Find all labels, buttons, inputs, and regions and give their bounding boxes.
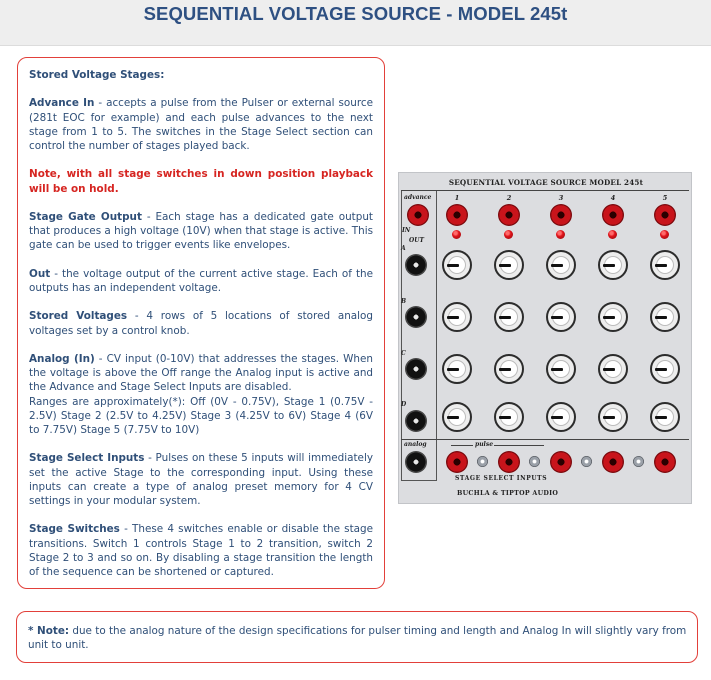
stage-select-label: STAGE SELECT INPUTS [455, 475, 548, 482]
voltage-knob-b3[interactable] [546, 302, 576, 332]
stage-select-jack-4[interactable] [602, 451, 624, 473]
out-label: OUT [409, 237, 424, 244]
stored-voltage-stages-panel [17, 57, 385, 589]
voltage-knob-a3[interactable] [546, 250, 576, 280]
voltage-knob-c1[interactable] [442, 354, 472, 384]
row-label-a: A [401, 245, 406, 252]
bottom-divider [401, 439, 689, 440]
stage-gate-jack-5[interactable] [654, 204, 676, 226]
voltage-knob-a1[interactable] [442, 250, 472, 280]
description-text [29, 68, 373, 579]
voltage-knob-b2[interactable] [494, 302, 524, 332]
pulse-rule-left [451, 445, 473, 446]
stage-led-4 [608, 230, 617, 239]
voltage-knob-d5[interactable] [650, 402, 680, 432]
out-jack-b[interactable] [405, 306, 427, 328]
stage-gate-jack-1[interactable] [446, 204, 468, 226]
stage-select-jack-5[interactable] [654, 451, 676, 473]
voltage-knob-d3[interactable] [546, 402, 576, 432]
out-jack-a[interactable] [405, 254, 427, 276]
voltage-knob-b1[interactable] [442, 302, 472, 332]
out-jack-d[interactable] [405, 410, 427, 432]
stage-select-jack-1[interactable] [446, 451, 468, 473]
stage-gate-jack-4[interactable] [602, 204, 624, 226]
out-desc: Out - the voltage output of the current active stage. Each of the outputs has an independent voltage. [29, 267, 373, 294]
stage-led-3 [556, 230, 565, 239]
module-panel-image [398, 172, 692, 504]
analog-label: analog [404, 441, 427, 448]
stage-gate-jack-2[interactable] [498, 204, 520, 226]
stage-number-4: 4 [610, 194, 616, 202]
stage-led-2 [504, 230, 513, 239]
stage-number-2: 2 [506, 194, 512, 202]
in-label: IN [402, 227, 411, 234]
voltage-knob-a4[interactable] [598, 250, 628, 280]
analog-ranges: Ranges are approximately(*): Off (0V - 0.75V), Stage 1 (0.75V - 2.5V) Stage 2 (2.5V to 4.25V) Stage 3 (4.25V to 6V) Stage 4 (6V to 7.75V) Stage 5 (7.75V to 10V) [29, 395, 373, 436]
voltage-knob-c5[interactable] [650, 354, 680, 384]
stage-switch-2[interactable] [529, 456, 540, 467]
voltage-knob-a5[interactable] [650, 250, 680, 280]
analog-desc: Analog (In) - CV input (0-10V) that addresses the stages. When the voltage is above the Off range the Analog input is active and the Advance and Stage Select Inputs are disabled. Ranges are approximately(*): Off (0V - 0.75V), Stage 1 (0.75V - 2.5V) Stage 2 (2.5V to 4.25V) Stage 3 (4.25V to 6V) Stage 4 (6V to 7.75V) Stage 5 (7.75V to 10V) [29, 352, 373, 436]
left-column-frame [401, 191, 437, 481]
voltage-knob-a2[interactable] [494, 250, 524, 280]
stage-switch-1[interactable] [477, 456, 488, 467]
footnote-body: due to the analog nature of the design specifications for pulser timing and length and Analog In will slightly vary from unit to unit. [28, 625, 687, 652]
stage-number-5: 5 [662, 194, 668, 202]
brand-label: BUCHLA & TIPTOP AUDIO [457, 490, 559, 497]
advance-label: advance [404, 194, 432, 201]
stage-gate-jack-3[interactable] [550, 204, 572, 226]
voltage-knob-c2[interactable] [494, 354, 524, 384]
voltage-knob-c4[interactable] [598, 354, 628, 384]
stage-switch-4[interactable] [633, 456, 644, 467]
stage-switch-3[interactable] [581, 456, 592, 467]
footnote-label: * Note: [28, 625, 70, 637]
page-header [0, 0, 711, 46]
voltage-knob-b5[interactable] [650, 302, 680, 332]
advance-desc: Advance In - accepts a pulse from the Pulser or external source (281t EOC for example) and each pulse advances to the next stage from 1 to 5. The switches in the Stage Select section can control the number of stages played back. [29, 97, 373, 152]
gate-desc: Stage Gate Output - Each stage has a dedicated gate output that produces a high voltage (10V) when that stage is active. This gate can be used to trigger events like envelopes. [29, 210, 373, 252]
title-rule [401, 190, 689, 191]
stored-desc: Stored Voltages - 4 rows of 5 locations of stored analog voltages set by a control knob. [29, 310, 374, 337]
row-label-b: B [401, 298, 407, 305]
stage-number-3: 3 [558, 194, 564, 202]
footnote-box [16, 611, 698, 663]
footnote-text [28, 624, 688, 652]
voltage-knob-d4[interactable] [598, 402, 628, 432]
voltage-knob-b4[interactable] [598, 302, 628, 332]
voltage-knob-c3[interactable] [546, 354, 576, 384]
switches-desc: Stage Switches - These 4 switches enable or disable the stage transitions. Switch 1 controls Stage 1 to 2 transition, switch 2 Stage 2 to 3 and so on. By disabling a stage transition the length of the sequence can be shortened or captured. [29, 523, 374, 578]
module-title: SEQUENTIAL VOLTAGE SOURCE MODEL 245t [448, 178, 644, 187]
section-title: Stored Voltage Stages: [29, 69, 165, 81]
analog-in-jack[interactable] [405, 451, 427, 473]
stage-led-5 [660, 230, 669, 239]
voltage-knob-d1[interactable] [442, 402, 472, 432]
pulse-label: pulse [475, 441, 494, 448]
row-label-c: C [401, 350, 406, 357]
out-jack-c[interactable] [405, 358, 427, 380]
stage-led-1 [452, 230, 461, 239]
voltage-knob-d2[interactable] [494, 402, 524, 432]
page-title: SEQUENTIAL VOLTAGE SOURCE - MODEL 245t [143, 3, 568, 24]
advance-in-jack[interactable] [407, 204, 429, 226]
stage-number-1: 1 [454, 194, 460, 202]
row-label-d: D [401, 401, 407, 408]
stage-select-jack-3[interactable] [550, 451, 572, 473]
stage-select-jack-2[interactable] [498, 451, 520, 473]
pulse-rule-right [494, 445, 544, 446]
select-desc: Stage Select Inputs - Pulses on these 5 inputs will immediately set the active Stage to the corresponding input. Using these inputs can create a type of analog preset memory for 4 CV settings in your modular system. [29, 452, 373, 507]
hold-warning: Note, with all stage switches in down position playback will be on hold. [29, 168, 373, 195]
